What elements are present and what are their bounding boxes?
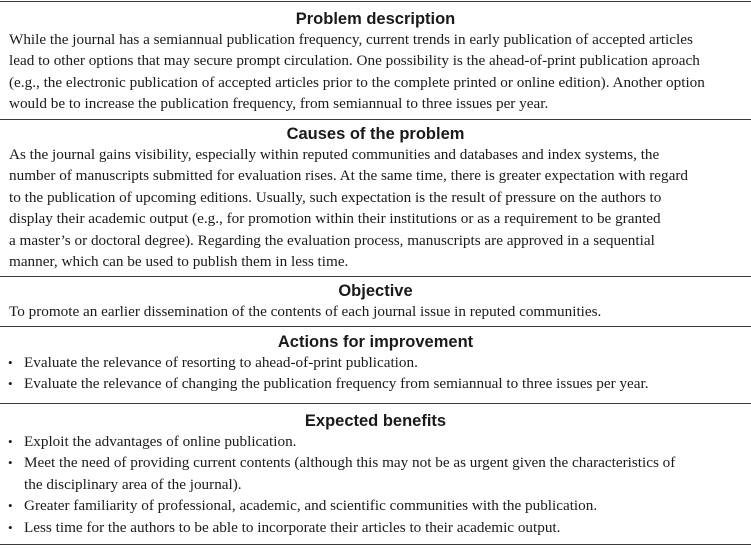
top-rule [0, 1, 751, 2]
text-line: lead to other options that may secure prompt circulation. One possibility is the ahead-of-print publication aproach [9, 52, 700, 70]
section-divider [0, 119, 751, 120]
section-causes [0, 124, 751, 272]
text-line: a master’s or doctoral degree). Regarding the evaluation process, manuscripts are approved in a sequential [9, 231, 655, 249]
text-line: Evaluate the relevance of changing the publication frequency from semiannual to three issues per year. [24, 375, 649, 393]
bottom-rule [0, 544, 751, 545]
section-objective [0, 281, 751, 322]
list-item [0, 495, 751, 516]
list-item [0, 431, 751, 452]
bullet-icon: • [8, 434, 13, 449]
section-body-objective [0, 301, 751, 322]
list-item [0, 373, 751, 394]
text-line: Greater familiarity of professional, academic, and scientific communities with the publication. [24, 497, 598, 515]
section-heading-problem-description: Problem description [295, 10, 456, 28]
bullet-icon: • [8, 376, 13, 392]
bullet-icon: • [8, 355, 13, 370]
text-line: would be to increase the publication frequency, from semiannual to three issues per year. [9, 95, 549, 113]
bullet-icon: • [8, 519, 13, 535]
benefits-list [0, 431, 751, 538]
section-actions [0, 332, 751, 395]
section-body-problem-description [0, 29, 751, 115]
bullet-icon: • [8, 455, 13, 471]
text-line: While the journal has a semiannual publication frequency, current trends in early publication of accepted articles [9, 31, 693, 48]
section-heading-objective: Objective [338, 282, 413, 300]
text-line: Meet the need of providing current contents (although this may not be as urgent given the characteristics of [24, 454, 676, 472]
bullet-icon: • [8, 498, 13, 514]
text-line: To promote an earlier dissemination of the contents of each journal issue in reputed communities. [9, 303, 602, 320]
list-item [0, 452, 751, 495]
text-line: Evaluate the relevance of resorting to ahead-of-print publication. [24, 354, 418, 371]
list-item [0, 517, 751, 538]
section-body-causes [0, 144, 751, 272]
section-heading-actions: Actions for improvement [277, 333, 474, 351]
section-divider [0, 403, 751, 404]
text-line: manner, which can be used to publish them in less time. [9, 252, 349, 270]
section-benefits [0, 411, 751, 538]
list-item [0, 352, 751, 373]
text-line: the disciplinary area of the journal). [24, 475, 242, 493]
section-heading-causes: Causes of the problem [286, 125, 465, 143]
section-problem-description [0, 9, 751, 115]
text-line: Exploit the advantages of online publication. [24, 433, 297, 450]
text-line: number of manuscripts submitted for evaluation rises. At the same time, there is greater expectation with regard [9, 167, 689, 185]
text-line: As the journal gains visibility, especially within reputed communities and databases and index systems, the [9, 146, 660, 163]
section-divider [0, 326, 751, 327]
text-line: Less time for the authors to be able to incorporate their articles to their academic output. [24, 518, 561, 536]
text-line: (e.g., the electronic publication of accepted articles prior to the complete printed or online edition). Another option [9, 73, 705, 91]
text-line: to the publication of upcoming editions. Usually, such expectation is the result of pressure on the authors to [9, 188, 662, 206]
text-line: display their academic output (e.g., for promotion within their institutions or as a requirement to be granted [9, 210, 661, 228]
section-heading-benefits: Expected benefits [304, 412, 447, 430]
section-divider [0, 276, 751, 277]
actions-list [0, 352, 751, 395]
